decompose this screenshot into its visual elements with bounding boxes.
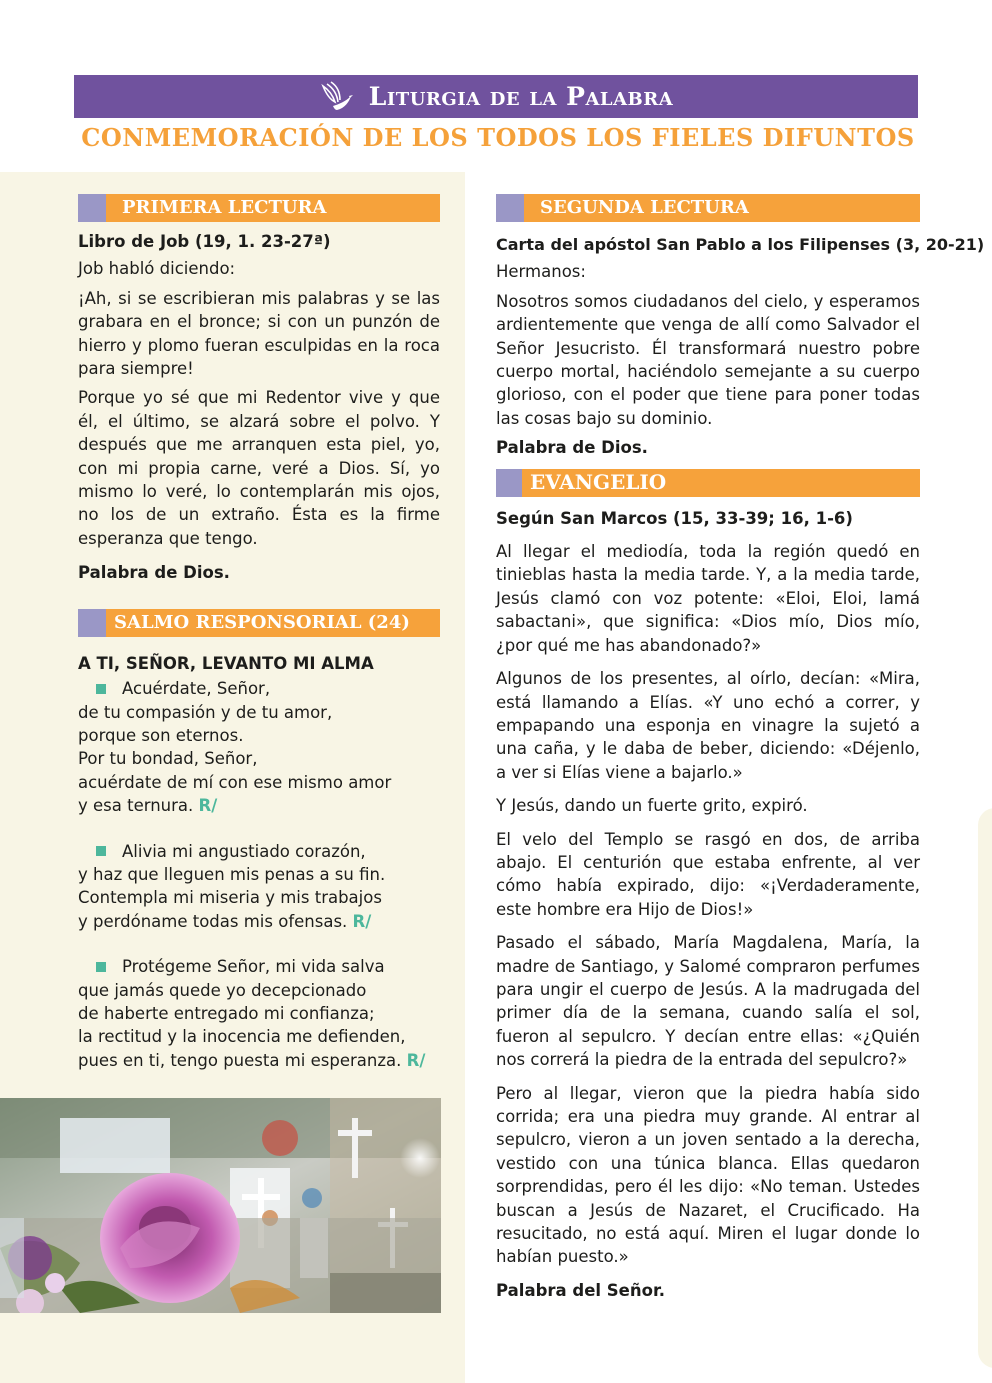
salmo-title: SALMO RESPONSORIAL (24): [106, 609, 440, 637]
verse-line: Alivia mi angustiado corazón,: [122, 841, 366, 861]
evangelio-paragraph: Pero al llegar, vieron que la piedra había sido corrida; era una piedra muy grande. Al entrar al sepulcro, vieron a un joven sentado a la derecha, vestido con una túnica blanca. Ellas quedaron sorprendidas, pero él les dijo: «No teman. Ustedes buscan a Jesús de Nazaret, el Crucificado. Ha resucitado, no está aquí. Miren el lugar donde lo habían puesto.»: [496, 1083, 920, 1267]
left-column: [78, 194, 440, 1072]
verse-line: y haz que lleguen mis penas a su fin.: [78, 864, 386, 884]
verse-line: Protégeme Señor, mi vida salva: [122, 957, 385, 977]
verse-line: porque son eternos.: [78, 725, 244, 745]
square-bullet-icon: [96, 846, 106, 856]
verse-line: la rectitud y la inocencia me defienden,: [78, 1027, 406, 1047]
primera-lectura-header: [78, 194, 440, 222]
verse-line: Acuérdate, Señor,: [122, 679, 271, 699]
salmo-antiphon: A TI, SEÑOR, LEVANTO MI ALMA: [78, 653, 374, 673]
primera-paragraph: Porque yo sé que mi Redentor vive y que él, el último, se alzará sobre el polvo. Y después que me arranquen esta piel, yo, con mi propia carne, veré a Dios. Sí, yo mismo lo veré, lo contemplarán mis ojos, no los de un extraño. Ésta es la firme esperanza que tengo.: [78, 388, 440, 548]
salmo-header: [78, 609, 440, 637]
segunda-lectura-title: SEGUNDA LECTURA: [524, 194, 920, 222]
evangelio-paragraph: Al llegar el mediodía, toda la región quedó en tinieblas hasta la media tarde. Y, a la media tarde, Jesús clamó con voz potente: «Eloi, Eloi, lamá sabactani», que significa: «Dios mío, Dios mío, ¿por qué me has abandonado?»: [496, 542, 920, 655]
salmo-stanza: [78, 955, 440, 1072]
evangelio-paragraph: El velo del Templo se rasgó en dos, de arriba abajo. El centurión que estaba enfrente, al ver cómo había expirado, dijo: «¡Verdaderamente, este hombre era Hijo de Dios!»: [496, 829, 920, 919]
header-square: [78, 194, 106, 222]
page-subtitle: CONMEMORACIÓN DE LOS TODOS LOS FIELES DIFUNTOS: [81, 123, 915, 152]
segunda-lectura-header: [496, 194, 920, 222]
primera-intro: Job habló diciendo:: [78, 259, 236, 279]
primera-paragraph: ¡Ah, si se escribieran mis palabras y se las grabara en el bronce; si con un punzón de hierro y plomo fueran esculpidas en la roca para siempre!: [78, 288, 440, 379]
verse-line: pues en ti, tengo puesta mi esperanza.: [78, 1050, 402, 1070]
verse-line: y esa ternura.: [78, 796, 194, 816]
evangelio-reference: Según San Marcos (15, 33-39; 16, 1-6): [496, 508, 853, 528]
page-edge-tab: [978, 808, 992, 1368]
verse-line: Por tu bondad, Señor,: [78, 749, 258, 769]
banner-title: Liturgia de la Palabra: [368, 82, 674, 111]
response-mark: R/: [406, 1050, 426, 1070]
square-bullet-icon: [96, 962, 106, 972]
response-mark: R/: [198, 796, 218, 816]
verse-line: Contempla mi miseria y mis trabajos: [78, 888, 382, 908]
evangelio-paragraph: Y Jesús, dando un fuerte grito, expiró.: [496, 796, 808, 816]
primera-reference: Libro de Job (19, 1. 23-27ª): [78, 232, 331, 251]
cemetery-flowers-photo: [0, 1098, 441, 1313]
header-square: [496, 469, 522, 497]
verse-line: acuérdate de mí con ese mismo amor: [78, 772, 392, 792]
photo-illustration: [0, 1098, 441, 1313]
verse-line: de tu compasión y de tu amor,: [78, 702, 333, 722]
response-mark: R/: [352, 911, 372, 931]
evangelio-title: EVANGELIO: [522, 469, 920, 497]
dove-icon: [319, 80, 355, 114]
header-square: [496, 194, 524, 222]
verse-line: que jamás quede yo decepcionado: [78, 980, 367, 1000]
salmo-stanza: [78, 840, 440, 934]
segunda-reference: Carta del apóstol San Pablo a los Filipenses (3, 20-21): [496, 235, 985, 254]
evangelio-closing: Palabra del Señor.: [496, 1280, 666, 1300]
square-bullet-icon: [96, 684, 106, 694]
right-column: [496, 194, 985, 1302]
segunda-closing: Palabra de Dios.: [496, 438, 648, 458]
primera-closing: Palabra de Dios.: [78, 563, 230, 583]
segunda-paragraph: Nosotros somos ciudadanos del cielo, y esperamos ardientemente que venga de allí como Salvador el Señor Jesucristo. Él transformará nuestro pobre cuerpo mortal, haciéndolo semejante a su cuerpo glorioso, con el poder que tiene para poner todas las cosas bajo su dominio.: [496, 291, 920, 428]
verse-line: de haberte entregado mi confianza;: [78, 1003, 375, 1023]
primera-lectura-title: PRIMERA LECTURA: [106, 194, 440, 222]
evangelio-header: [496, 469, 920, 497]
section-banner: [74, 75, 918, 118]
header-square: [78, 609, 106, 637]
segunda-intro: Hermanos:: [496, 262, 586, 282]
salmo-stanza: [78, 677, 440, 817]
evangelio-paragraph: Algunos de los presentes, al oírlo, decían: «Mira, está llamando a Elías. «Y uno echó a correr, y empapando una esponja en vinagre la sujetó a una caña, y le daba de beber, diciendo: «Déjenlo, a ver si Elías viene a bajarlo.»: [496, 669, 920, 782]
verse-line: y perdóname todas mis ofensas.: [78, 911, 348, 931]
evangelio-paragraph: Pasado el sábado, María Magdalena, María, la madre de Santiago, y Salomé compraron perfumes para ungir el cuerpo de Jesús. A la madrugada del primer día de la semana, cuando salía el sol, fueron al sepulcro. Y decían entre ellas: «¿Quién nos correrá la piedra de la entrada del sepulcro?»: [496, 933, 920, 1070]
